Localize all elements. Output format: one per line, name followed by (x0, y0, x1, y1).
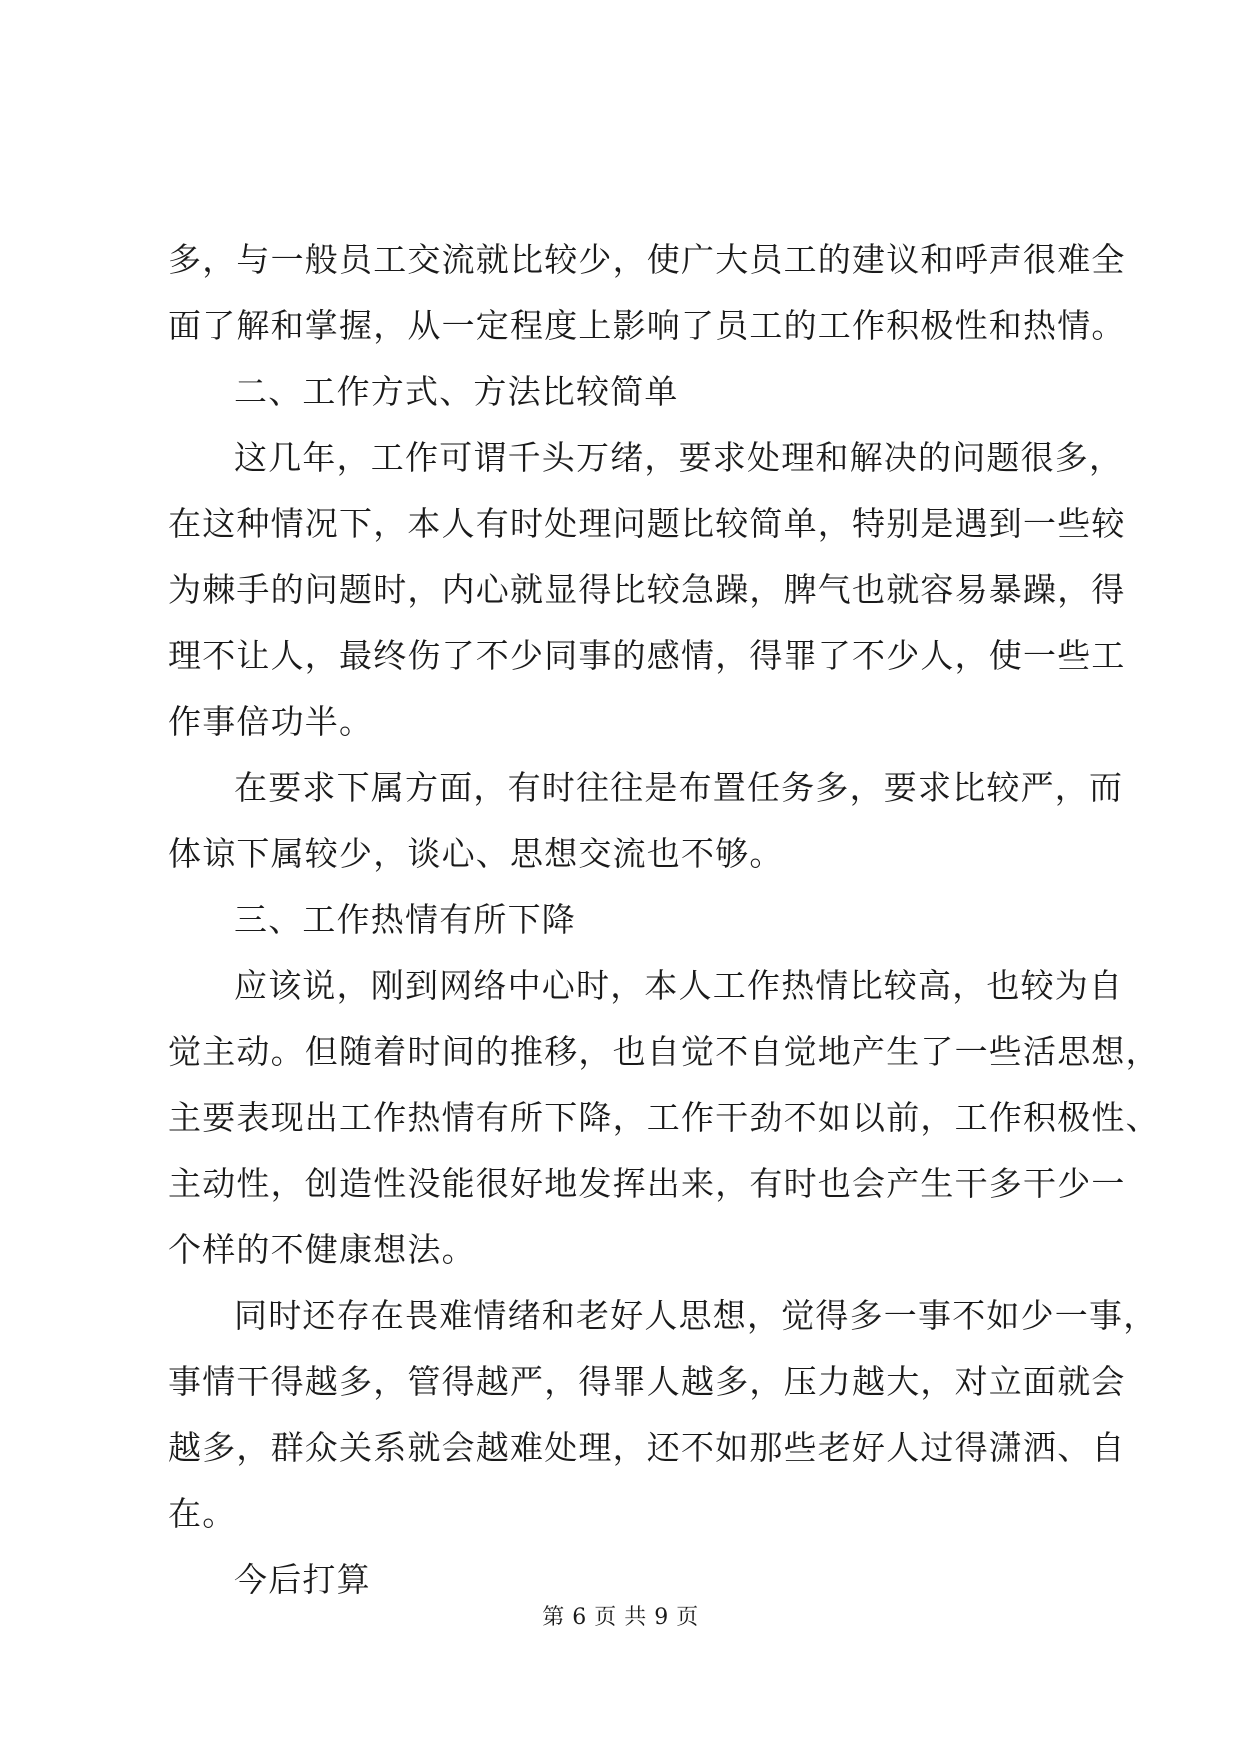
section-heading: 二、工作方式、方法比较简单 (234, 372, 679, 411)
body-text-line: 在。 (168, 1494, 237, 1533)
page-number-footer: 第 6 页 共 9 页 (542, 1605, 699, 1630)
body-text-line: 为棘手的问题时，内心就显得比较急躁，脾气也就容易暴躁，得 (168, 570, 1126, 609)
body-text-line: 多，与一般员工交流就比较少，使广大员工的建议和呼声很难全 (168, 240, 1126, 279)
body-text-line: 越多，群众关系就会越难处理，还不如那些老好人过得潇洒、自 (168, 1428, 1126, 1467)
body-text-line: 个样的不健康想法。 (168, 1230, 476, 1269)
body-text-line: 觉主动。但随着时间的推移，也自觉不自觉地产生了一些活思想， (168, 1032, 1160, 1071)
body-text-line: 事情干得越多，管得越严，得罪人越多，压力越大，对立面就会 (168, 1362, 1126, 1401)
body-text-line: 同时还存在畏难情绪和老好人思想，觉得多一事不如少一事， (234, 1296, 1158, 1335)
body-text-line: 在这种情况下，本人有时处理问题比较简单，特别是遇到一些较 (168, 504, 1126, 543)
section-heading: 三、工作热情有所下降 (234, 900, 576, 939)
body-text-line: 应该说，刚到网络中心时，本人工作热情比较高，也较为自 (234, 966, 1124, 1005)
body-text-line: 主动性，创造性没能很好地发挥出来，有时也会产生干多干少一 (168, 1164, 1126, 1203)
body-text-line: 面了解和掌握，从一定程度上影响了员工的工作积极性和热情。 (168, 306, 1126, 345)
body-text-line: 体谅下属较少，谈心、思想交流也不够。 (168, 834, 784, 873)
section-heading: 今后打算 (234, 1560, 371, 1599)
body-text-line: 在要求下属方面，有时往往是布置任务多，要求比较严，而 (234, 768, 1124, 807)
body-text-line: 作事倍功半。 (168, 702, 374, 741)
body-text-line: 主要表现出工作热情有所下降，工作干劲不如以前，工作积极性、 (168, 1098, 1160, 1137)
body-text-line: 这几年，工作可谓千头万绪，要求处理和解决的问题很多， (234, 438, 1124, 477)
body-text-line: 理不让人，最终伤了不少同事的感情，得罪了不少人，使一些工 (168, 636, 1126, 675)
